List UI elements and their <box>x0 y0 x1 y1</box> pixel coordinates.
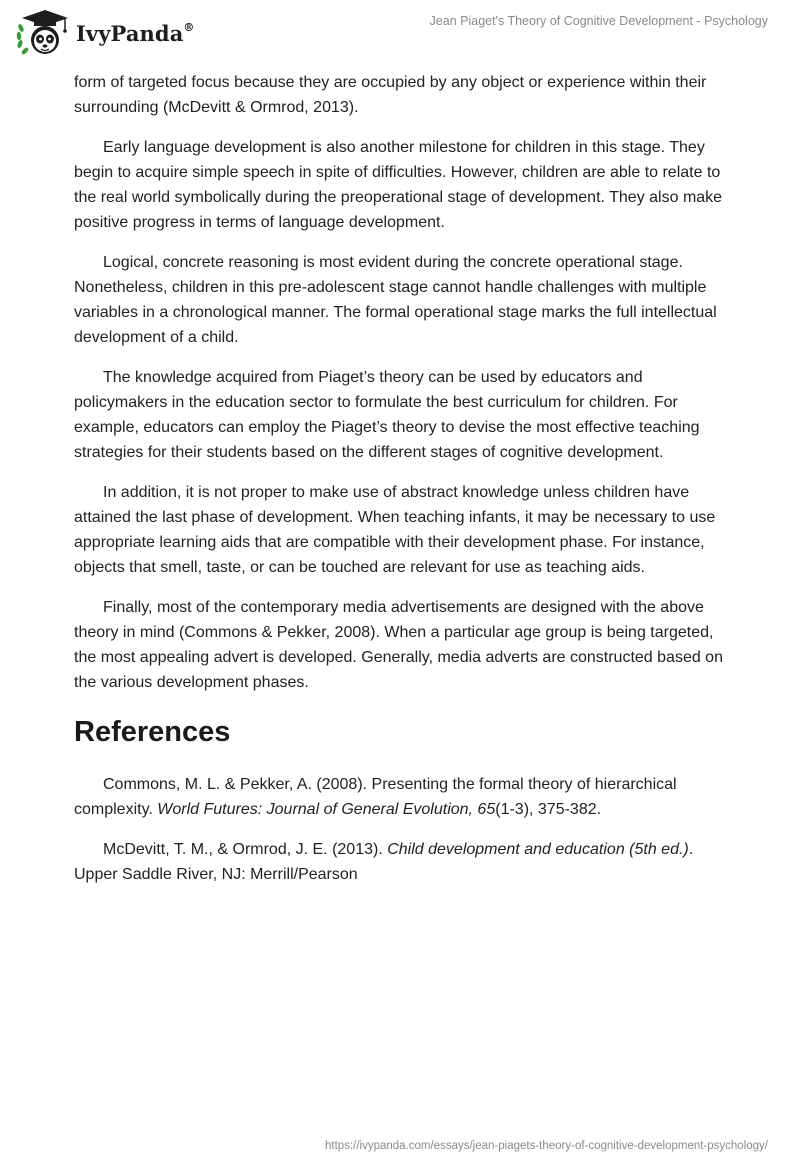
body-paragraph: The knowledge acquired from Piaget’s theory can be used by educators and policymakers in the education sector to formulate the best curriculum for children. For example, educators can employ the Piaget’s theory to devise the most effective teaching strategies for their students based on the different stages of cognitive development. <box>74 369 700 461</box>
reference-entry <box>74 772 730 822</box>
essay-content <box>74 70 730 902</box>
panda-graduate-icon <box>14 8 72 58</box>
reference-text: McDevitt, T. M., & Ormrod, J. E. (2013). <box>103 841 388 858</box>
reference-text: Commons, M. L. & Pekker, A. (2008). Presenting the formal theory of hierarchical complexity. <box>74 776 677 818</box>
page-header <box>0 0 800 70</box>
body-paragraph: Finally, most of the contemporary media advertisements are designed with the above theory in mind (Commons & Pekker, 2008). When a particular age group is being targeted, the most appealing advert is developed. Generally, media adverts are constructed based on the various development phases. <box>74 599 723 691</box>
document-title: Jean Piaget's Theory of Cognitive Development - Psychology <box>429 14 768 28</box>
ivypanda-logo[interactable] <box>14 8 195 58</box>
reference-details: (1-3), 375-382. <box>495 801 602 818</box>
body-paragraph: Logical, concrete reasoning is most evident during the concrete operational stage. Nonetheless, children in this pre-adolescent stage cannot handle challenges with multiple variables in a chronological manner. The formal operational stage marks the full intellectual development of a child. <box>74 254 717 346</box>
body-paragraph: form of targeted focus because they are occupied by any object or experience within their surrounding (McDevitt & Ormrod, 2013). <box>74 74 707 116</box>
reference-source-title: World Futures: Journal of General Evolution, 65 <box>157 801 496 818</box>
body-paragraph: Early language development is also another milestone for children in this stage. They begin to acquire simple speech in spite of difficulties. However, children are able to relate to the real world symbolically during the preoperational stage of development. They also make positive progress in terms of language development. <box>74 139 723 231</box>
body-paragraph: In addition, it is not proper to make use of abstract knowledge unless children have attained the last phase of development. When teaching infants, it may be necessary to use appropriate learning aids that are compatible with their development phase. For instance, objects that smell, taste, or can be touched are relevant for use as teaching aids. <box>74 484 716 576</box>
registered-mark: ® <box>183 20 195 34</box>
brand-name: IvyPanda® <box>76 20 195 46</box>
source-url[interactable]: https://ivypanda.com/essays/jean-piagets-theory-of-cognitive-development-psychology/ <box>325 1140 768 1152</box>
references-heading: References <box>74 716 231 748</box>
reference-source-title: Child development and education (5th ed.) <box>387 841 689 858</box>
reference-details: . Upper Saddle River, NJ: Merrill/Pearson <box>74 841 694 883</box>
reference-entry <box>74 837 730 887</box>
